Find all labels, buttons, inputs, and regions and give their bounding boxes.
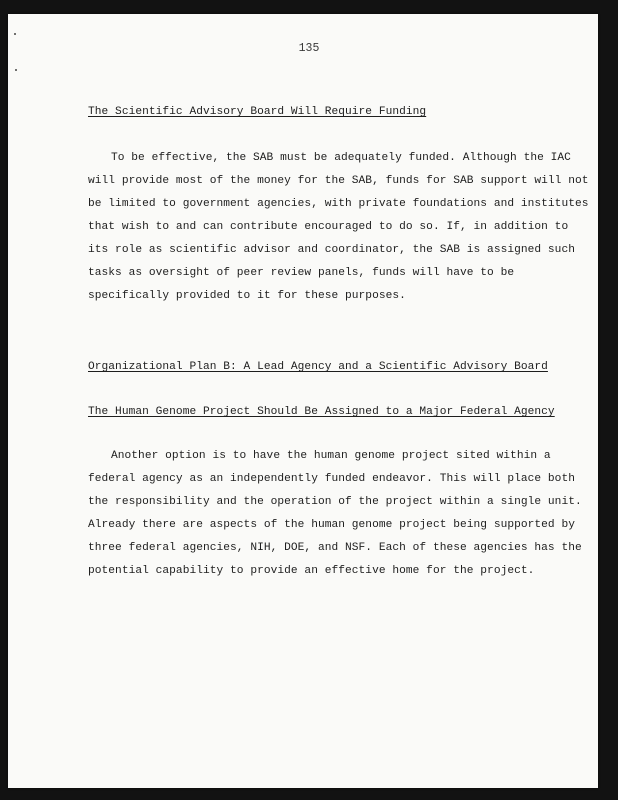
text-line: will provide most of the money for the SAB, funds for SAB support will not	[88, 175, 589, 187]
text-line: its role as scientific advisor and coordinator, the SAB is assigned such	[88, 244, 575, 256]
paragraph-federal-agency	[88, 450, 582, 588]
text-line: To be effective, the SAB must be adequately funded. Although the IAC	[111, 152, 571, 164]
text-line: Another option is to have the human genome project sited within a	[111, 450, 551, 462]
text-line: three federal agencies, NIH, DOE, and NSF. Each of these agencies has the	[88, 542, 582, 554]
text-line: specifically provided to it for these purposes.	[88, 290, 406, 302]
text-line: potential capability to provide an effective home for the project.	[88, 565, 535, 577]
text-line: tasks as oversight of peer review panels, funds will have to be	[88, 267, 515, 279]
text-line: the responsibility and the operation of the project within a single unit.	[88, 496, 582, 508]
page-number: 135	[298, 42, 320, 55]
heading-federal-agency: The Human Genome Project Should Be Assigned to a Major Federal Agency	[88, 406, 555, 418]
document-page	[8, 14, 598, 788]
heading-plan-b: Organizational Plan B: A Lead Agency and a Scientific Advisory Board	[88, 361, 548, 373]
scan-speck	[14, 33, 16, 35]
text-line: that wish to and can contribute encouraged to do so. If, in addition to	[88, 221, 569, 233]
scan-speck	[15, 69, 17, 71]
text-line: be limited to government agencies, with private foundations and institutes	[88, 198, 589, 210]
paragraph-sab-funding	[88, 152, 589, 313]
text-line: federal agency as an independently funded endeavor. This will place both	[88, 473, 575, 485]
text-line: Already there are aspects of the human genome project being supported by	[88, 519, 575, 531]
heading-sab-funding: The Scientific Advisory Board Will Require Funding	[88, 106, 427, 118]
